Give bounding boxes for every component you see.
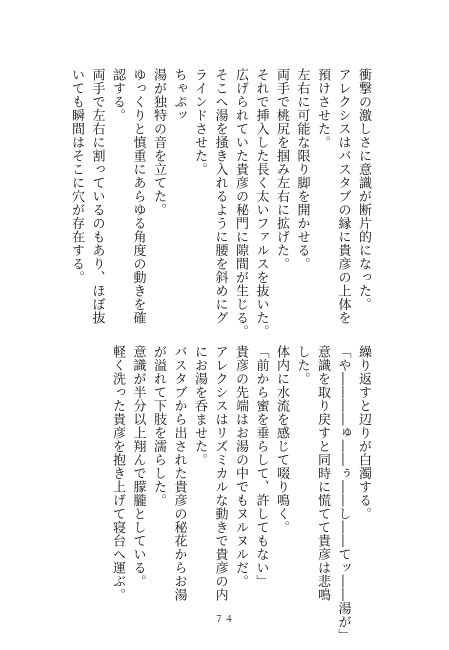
- text-column: 衝撃の激しさに意識が断片的になった。: [356, 68, 371, 311]
- text-column: 意識を取り戻すと同時に慌てて貴彦は悲鳴: [315, 345, 330, 602]
- text-column: バスタブから出された貴彦の秘花からお湯: [171, 345, 187, 602]
- text-column: 軽く洗った貴彦を抱き上げて寝台へ運ぶ。: [110, 345, 125, 602]
- text-column: 左右に可能な限り脚を開かせる。: [294, 68, 310, 271]
- text-column: アレクシスはリズミカルな動きで貴彦の内: [212, 345, 228, 602]
- text-column: そこへ湯を掻き入れるように腰を斜めにグ: [212, 68, 228, 325]
- text-column: 繰り返すと辺りが白濁する。: [356, 345, 371, 521]
- text-column: 広げられていた貴彦の秘門に隙間が生じる。: [233, 68, 248, 338]
- text-column: 預けさせた。: [315, 68, 330, 149]
- text-column: 「や――――ゅ――ぅ――し――てッ――湯が」: [335, 345, 351, 642]
- text-column: いても瞬間はそこに穴が存在する。: [69, 68, 84, 284]
- text-column: ちゃぷッ: [171, 68, 187, 122]
- text-column: した。: [294, 345, 310, 386]
- text-column: 両手で桃尻を掴み左右に拡げた。: [274, 68, 289, 271]
- text-column: アレクシスはバスタブの縁に貴彦の上体を: [335, 68, 351, 325]
- page-number: ７４: [214, 615, 235, 625]
- text-column: にお湯を呑ませた。: [192, 345, 207, 467]
- text-column: が溢れて下肢を濡らした。: [151, 345, 166, 507]
- text-column: ゆっくりと慎重にあらゆる角度の動きを確: [130, 68, 146, 325]
- text-column: それで挿入した長く太いファルスを抜いた。: [253, 68, 269, 338]
- text-column: 認する。: [110, 68, 125, 122]
- text-column: 意識が半分以上翔んで朦朧としている。: [130, 345, 146, 588]
- text-column: 両手で左右に割っているのもあり、ほぼ抜: [89, 68, 105, 325]
- text-column: 湯が独特の音を立てた。: [151, 68, 166, 217]
- text-column: 「前から蜜を垂らして、許してもない」: [253, 345, 269, 588]
- text-column: ラインドさせた。: [192, 68, 207, 176]
- text-column: 体内に水流を感じて啜り鳴く。: [274, 345, 289, 534]
- text-column: 貴彦の先端はお湯の中でもヌルヌルだ。: [233, 345, 248, 588]
